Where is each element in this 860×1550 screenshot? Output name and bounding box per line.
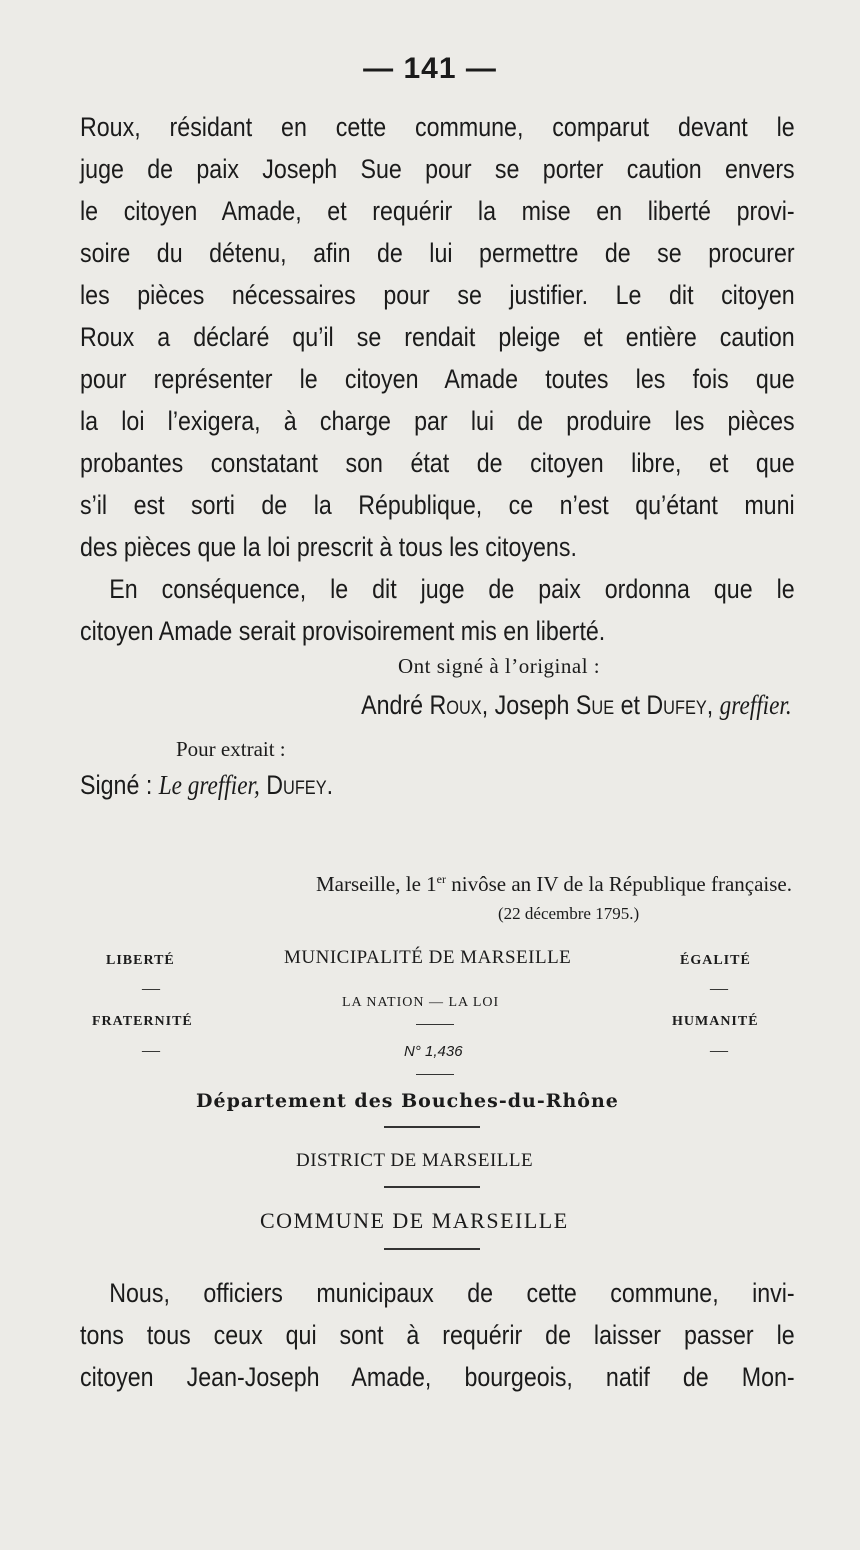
dash-left-2: —: [142, 1040, 160, 1060]
text-line: la loi l’exigera, à charge par lui de produire les pièces: [80, 406, 795, 436]
divider: [416, 1074, 454, 1075]
divider: [384, 1248, 480, 1250]
text-line: s’il est sorti de la République, ce n’est qu’étant muni: [80, 490, 795, 520]
text-line: citoyen Jean-Joseph Amade, bourgeois, natif de Mon-: [80, 1362, 795, 1392]
municipality-title: MUNICIPALITÉ DE MARSEILLE: [284, 947, 572, 968]
motto-fraternite: FRATERNITÉ: [92, 1014, 193, 1029]
department-heading: Département des Bouches-du-Rhône: [196, 1090, 619, 1112]
divider: [416, 1024, 454, 1025]
text-line: des pièces que la loi prescrit à tous les citoyens.: [80, 532, 577, 562]
date-gregorian: (22 décembre 1795.): [498, 904, 640, 923]
text-line: Roux a déclaré qu’il se rendait pleige et entière caution: [80, 322, 795, 352]
nation-loi-motto: LA NATION — LA LOI: [342, 995, 500, 1010]
motto-humanite: HUMANITÉ: [672, 1014, 759, 1029]
text-line: juge de paix Joseph Sue pour se porter caution envers: [80, 154, 795, 184]
paragraph-1: [80, 106, 795, 652]
text-line: En conséquence, le dit juge de paix ordonna que le: [109, 574, 795, 604]
signed-line: Signé : Le greffier, Dufey.: [80, 770, 334, 800]
text-line: Nous, officiers municipaux de cette commune, invi-: [109, 1278, 795, 1308]
page-number: — 141 —: [363, 52, 497, 85]
text-line: le citoyen Amade, et requérir la mise en liberté provi-: [80, 196, 795, 226]
signatory-dufey: Dufey: [646, 690, 708, 720]
document-number: N° 1,436: [404, 1043, 463, 1060]
dash-right-2: —: [710, 1040, 728, 1060]
commune-heading: COMMUNE DE MARSEILLE: [260, 1208, 569, 1233]
text-line: soire du détenu, afin de lui permettre de se procurer: [80, 238, 795, 268]
divider: [384, 1186, 480, 1188]
text-line: citoyen Amade serait provisoirement mis en liberté.: [80, 616, 606, 646]
divider: [384, 1126, 480, 1128]
signatories-line: André Roux, Joseph Sue et Dufey, greffier.: [361, 690, 792, 720]
dash-right-1: —: [710, 978, 728, 998]
signatory-sue: Sue: [576, 690, 615, 720]
extract-label: Pour extrait :: [176, 737, 286, 761]
district-heading: DISTRICT DE MARSEILLE: [296, 1150, 534, 1171]
dash-left-1: —: [142, 978, 160, 998]
text-line: pour représenter le citoyen Amade toutes les fois que: [80, 364, 795, 394]
text-line: tons tous ceux qui sont à requérir de laisser passer le: [80, 1320, 795, 1350]
paragraph-3: [80, 1272, 795, 1398]
motto-egalite: ÉGALITÉ: [680, 953, 751, 968]
greffier-role: greffier.: [719, 690, 792, 720]
date-line: Marseille, le 1er nivôse an IV de la République française.: [315, 872, 792, 896]
signed-original-label: Ont signé à l’original :: [398, 654, 601, 678]
text-line: Roux, résidant en cette commune, comparut devant le: [80, 112, 795, 142]
motto-liberte: LIBERTÉ: [106, 953, 175, 968]
text-line: probantes constatant son état de citoyen libre, et que: [80, 448, 795, 478]
signatory-roux: Roux: [429, 690, 483, 720]
text-line: les pièces nécessaires pour se justifier. Le dit citoyen: [80, 280, 795, 310]
